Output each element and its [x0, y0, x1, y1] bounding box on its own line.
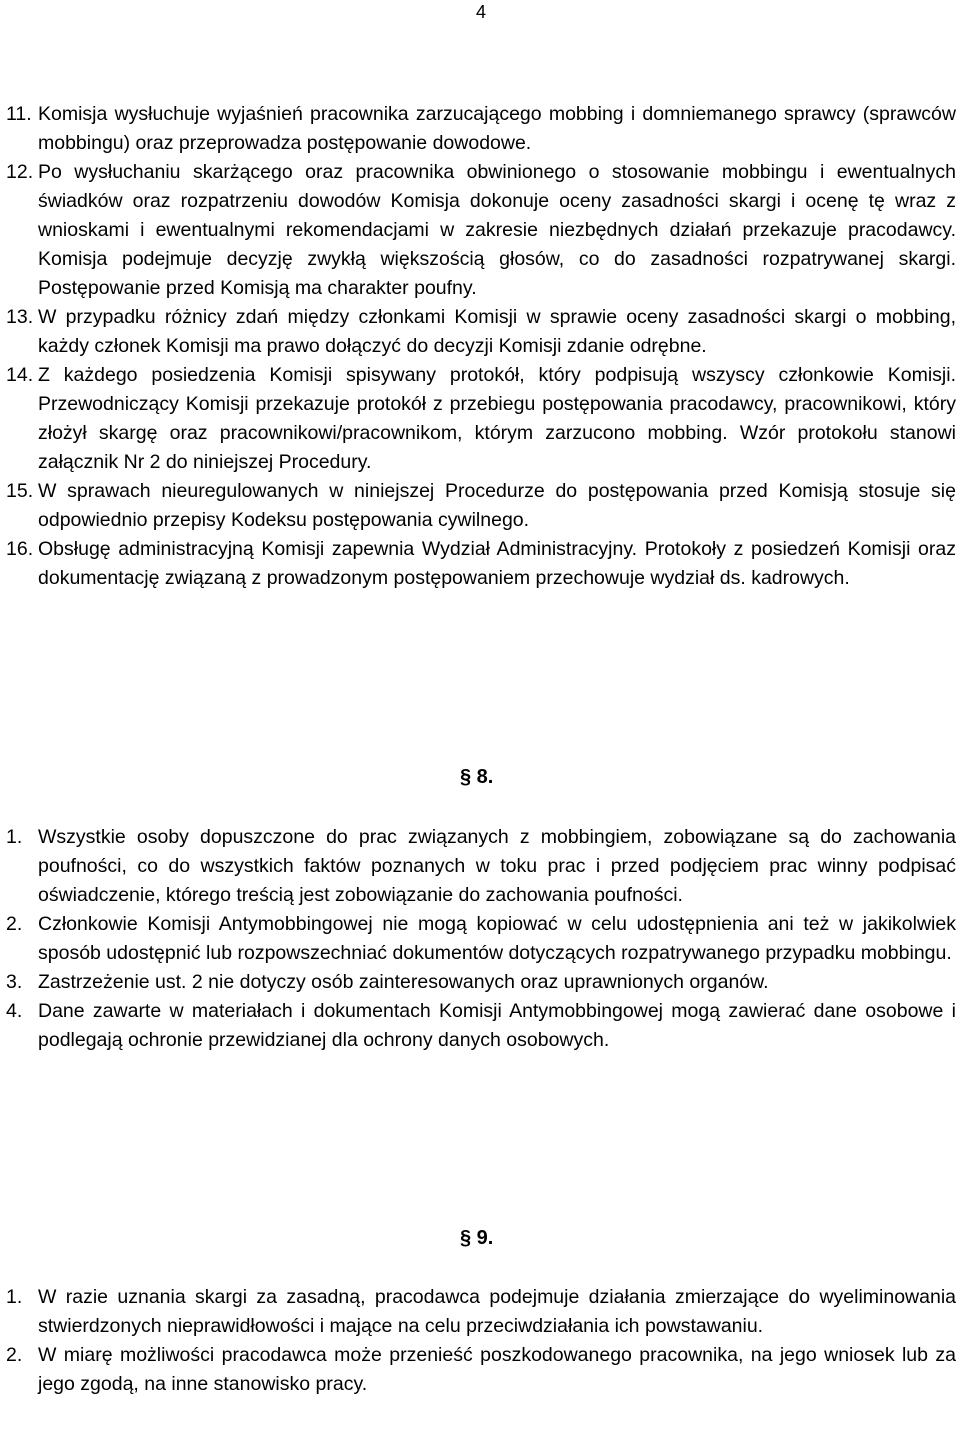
- item-number: 16.: [6, 538, 34, 560]
- list-item: [6, 910, 956, 968]
- item-text: Komisja wysłuchuje wyjaśnień pracownika zarzucającego mobbing i domniemanego sprawcy (sprawców mobbingu) oraz przeprowadza postępowanie dowodowe.: [38, 103, 956, 154]
- list-item: [6, 303, 956, 361]
- item-number: 14.: [6, 364, 34, 386]
- item-text: Dane zawarte w materiałach i dokumentach Komisji Antymobbingowej mogą zawierać dane osobowe i podlegają ochronie przewidzianej dla ochrony danych osobowych.: [38, 1000, 956, 1051]
- item-text: Zastrzeżenie ust. 2 nie dotyczy osób zainteresowanych oraz uprawnionych organów.: [38, 971, 769, 993]
- item-number: 2.: [6, 1344, 23, 1366]
- list-item: [6, 823, 956, 910]
- list-item: [6, 361, 956, 477]
- item-number: 4.: [6, 1000, 23, 1022]
- section-9-list: [6, 1283, 956, 1399]
- list-item: [6, 100, 956, 158]
- list-item: [6, 997, 956, 1055]
- item-number: 11.: [6, 103, 32, 125]
- item-text: Obsługę administracyjną Komisji zapewnia Wydział Administracyjny. Protokoły z posiedzeń Komisji oraz dokumentację związaną z prowadzonym postępowaniem przechowuje wydział ds. kadrowych.: [38, 538, 956, 589]
- item-number: 13.: [6, 306, 34, 328]
- item-number: 2.: [6, 913, 23, 935]
- item-text: Członkowie Komisji Antymobbingowej nie mogą kopiować w celu udostępnienia ani też w jakikolwiek sposób udostępnić lub rozpowszechniać dokumentów dotyczących rozpatrywanego przypadku mobbingu.: [38, 913, 956, 964]
- item-number: 3.: [6, 971, 23, 993]
- section-heading-9: § 9.: [460, 1227, 494, 1249]
- page-number: 4: [476, 2, 487, 22]
- list-item: [6, 477, 956, 535]
- item-text: W razie uznania skargi za zasadną, pracodawca podejmuje działania zmierzające do wyeliminowania stwierdzonych nieprawidłowości i mające na celu przeciwdziałania ich powstawaniu.: [38, 1286, 956, 1337]
- section-8-list: [6, 823, 956, 1055]
- item-number: 1.: [6, 1286, 23, 1308]
- item-number: 1.: [6, 826, 23, 848]
- list-item: [6, 1283, 956, 1341]
- item-text: Po wysłuchaniu skarżącego oraz pracownika obwinionego o stosowanie mobbingu i ewentualnych świadków oraz rozpatrzeniu dowodów Komisja dokonuje oceny zasadności skargi i ocenę tę wraz z wnioskami i ewentualnymi rekomendacjami w zakresie niezbędnych działań przekazuje pracodawcy. Komisja podejmuje decyzję zwykłą większością głosów, co do zasadności rozpatrywanej skargi. Postępowanie przed Komisją ma charakter poufny.: [38, 161, 956, 299]
- list-item: [6, 1341, 956, 1399]
- item-text: W miarę możliwości pracodawca może przenieść poszkodowanego pracownika, na jego wniosek lub za jego zgodą, na inne stanowisko pracy.: [38, 1344, 956, 1395]
- section-heading-8: § 8.: [460, 766, 494, 788]
- section-7-continued-list: [6, 100, 956, 593]
- item-text: W przypadku różnicy zdań między członkami Komisji w sprawie oceny zasadności skargi o mobbing, każdy członek Komisji ma prawo dołączyć do decyzji Komisji zdanie odrębne.: [38, 306, 956, 357]
- list-item: [6, 535, 956, 593]
- item-text: W sprawach nieuregulowanych w niniejszej Procedurze do postępowania przed Komisją stosuje się odpowiednio przepisy Kodeksu postępowania cywilnego.: [38, 480, 956, 531]
- item-number: 15.: [6, 480, 34, 502]
- item-number: 12.: [6, 161, 34, 183]
- list-item: [6, 158, 956, 303]
- list-item: [6, 968, 956, 997]
- item-text: Z każdego posiedzenia Komisji spisywany protokół, który podpisują wszyscy członkowie Komisji. Przewodniczący Komisji przekazuje protokół z przebiegu postępowania pracodawcy, pracownikowi, który złożył skargę oraz pracownikowi/pracownikom, którym zarzucono mobbing. Wzór protokołu stanowi załącznik Nr 2 do niniejszej Procedury.: [38, 364, 956, 473]
- item-text: Wszystkie osoby dopuszczone do prac związanych z mobbingiem, zobowiązane są do zachowania poufności, co do wszystkich faktów poznanych w toku prac i przed podjęciem prac winny podpisać oświadczenie, którego treścią jest zobowiązanie do zachowania poufności.: [38, 826, 956, 906]
